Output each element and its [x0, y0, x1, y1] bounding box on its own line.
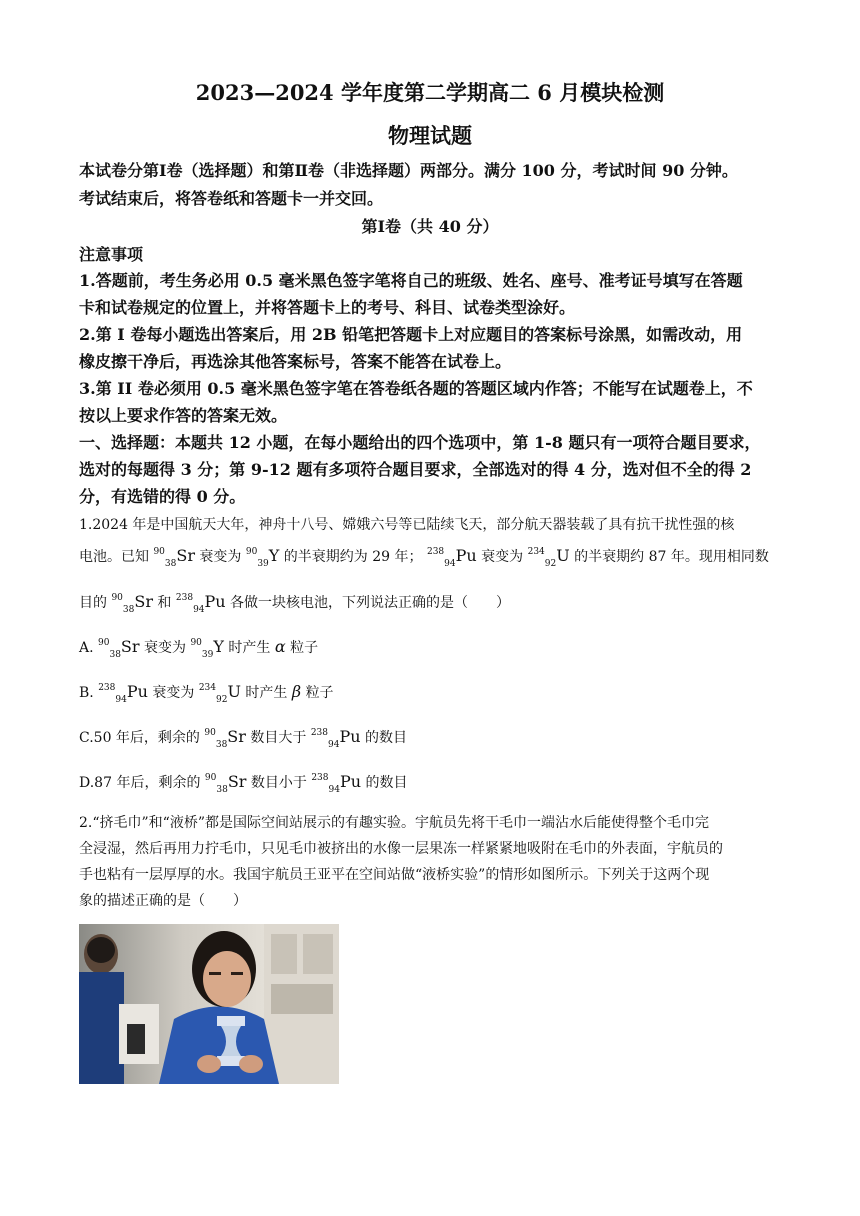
intro-line-2: 考试结束后，将答卷纸和答题卡一并交回。: [79, 189, 384, 208]
nuclide-sr90: $^{90}_{38}$Sr: [204, 727, 246, 750]
text: 粒子: [305, 685, 334, 701]
text: 数目小于: [250, 775, 307, 791]
q2-stem-line-1: 2.“挤毛巾”和“液桥”都是国际空间站展示的有趣实验。宇航员先将干毛巾一端沾水后能使得整个毛巾完: [79, 815, 709, 831]
part1-heading: 第Ⅰ卷（共 40 分）: [361, 217, 499, 236]
note-line-3: 2.第 I 卷每小题选出答案后，用 2B 铅笔把答题卡上对应题目的答案标号涂黑，如需改动，用: [79, 325, 743, 344]
nuclide-sr90: $^{90}_{38}$Sr: [204, 772, 247, 795]
nuclide-pu238: $^{238}_{94}$Pu: [311, 772, 362, 795]
q1-stem-line-1: 1.2024 年是中国航天大年，神舟十八号、嫦娥六号等已陆续飞天，部分航天器装载了具有抗干扰性强的核: [79, 517, 735, 533]
text: 时产生: [245, 685, 288, 701]
text: 衰变为: [143, 640, 186, 656]
nuclide-pu238: $^{238}_{94}$Pu: [98, 682, 148, 705]
nuclide-y90: $^{90}_{39}$Y: [245, 546, 280, 569]
liquid-bridge-photo: [79, 924, 339, 1084]
note-line-4: 橡皮擦干净后，再选涂其他答案标号，答案不能答在试卷上。: [79, 352, 512, 371]
note-line-1: 1.答题前，考生务必用 0.5 毫米黑色签字笔将自己的班级、姓名、座号、准考证号填写在答题: [79, 271, 743, 290]
text: 电池。已知: [79, 549, 149, 565]
text: 的数目: [365, 775, 408, 791]
q2-stem-line-2: 全浸湿，然后再用力拧毛巾，只见毛巾被挤出的水像一层果冻一样紧紧地吸附在毛巾的外表面，宇航员的: [79, 841, 723, 857]
text: 各做一块核电池，下列说法正确的是（ ）: [230, 595, 511, 611]
astronaut-photo-illustration: [79, 924, 339, 1084]
text: C.50 年后，剩余的: [79, 730, 200, 746]
text: 目的: [79, 595, 107, 611]
nuclide-pu238: $^{238}_{94}$Pu: [426, 546, 477, 569]
q1-option-d: [79, 772, 408, 795]
nuclide-y90: $^{90}_{39}$Y: [190, 637, 224, 660]
q2-stem-line-4: 象的描述正确的是（ ）: [79, 893, 247, 909]
text: 衰变为: [152, 685, 195, 701]
q1-stem-line-2: [79, 546, 769, 569]
note-line-2: 卡和试卷规定的位置上，并将答题卡上的考号、科目、试卷类型涂好。: [79, 298, 576, 317]
text: 时产生: [228, 640, 271, 656]
text: 粒子: [290, 640, 319, 656]
nuclide-u234: $^{234}_{92}$U: [198, 682, 241, 705]
page-subtitle: 物理试题: [388, 123, 472, 148]
nuclide-sr90: $^{90}_{38}$Sr: [153, 546, 195, 569]
q1-option-c: [79, 727, 407, 750]
nuclide-sr90: $^{90}_{38}$Sr: [98, 637, 140, 660]
text: B.: [79, 685, 94, 701]
note-line-5: 3.第 II 卷必须用 0.5 毫米黑色签字笔在答卷纸各题的答题区域内作答；不能写在试题卷上，不: [79, 379, 753, 398]
section1-line-3: 分，有选错的得 0 分。: [79, 487, 246, 506]
q1-stem-line-3: [79, 592, 510, 615]
beta-symbol: β: [291, 682, 302, 701]
alpha-symbol: α: [274, 637, 286, 656]
nuclide-sr90: $^{90}_{38}$Sr: [111, 592, 153, 615]
note-line-6: 按以上要求作答的答案无效。: [79, 406, 288, 425]
nuclide-pu238: $^{238}_{94}$Pu: [310, 727, 361, 750]
section1-line-1: 一、选择题：本题共 12 小题，在每小题给出的四个选项中，第 1-8 题只有一项符合题目要求，: [79, 433, 761, 452]
text: 衰变为: [199, 549, 242, 565]
section1-line-2: 选对的每题得 3 分；第 9-12 题有多项符合题目要求，全部选对的得 4 分，选对但不全的得 2: [79, 460, 752, 479]
text: D.87 年后，剩余的: [79, 775, 201, 791]
text: 数目大于: [250, 730, 307, 746]
text: 的数目: [364, 730, 407, 746]
q1-option-b: [79, 682, 334, 705]
text: 的半衰期约 87 年。现用相同数: [574, 549, 769, 565]
page-title: 2023—2024 学年度第二学期高二 6 月模块检测: [195, 80, 665, 105]
nuclide-u234: $^{234}_{92}$U: [527, 546, 570, 569]
text: 和: [157, 595, 172, 611]
text: A.: [79, 640, 94, 656]
nuclide-pu238: $^{238}_{94}$Pu: [175, 592, 226, 615]
text: 的半衰期约为 29 年；: [283, 549, 423, 565]
q2-stem-line-3: 手也粘有一层厚厚的水。我国宇航员王亚平在空间站做“液桥实验”的情形如图所示。下列关于这两个现: [79, 867, 710, 883]
intro-line-1: 本试卷分第Ⅰ卷（选择题）和第Ⅱ卷（非选择题）两部分。满分 100 分，考试时间 90 分钟。: [79, 161, 738, 180]
notes-heading: 注意事项: [79, 245, 144, 264]
q1-option-a: [79, 637, 318, 660]
text: 衰变为: [481, 549, 524, 565]
